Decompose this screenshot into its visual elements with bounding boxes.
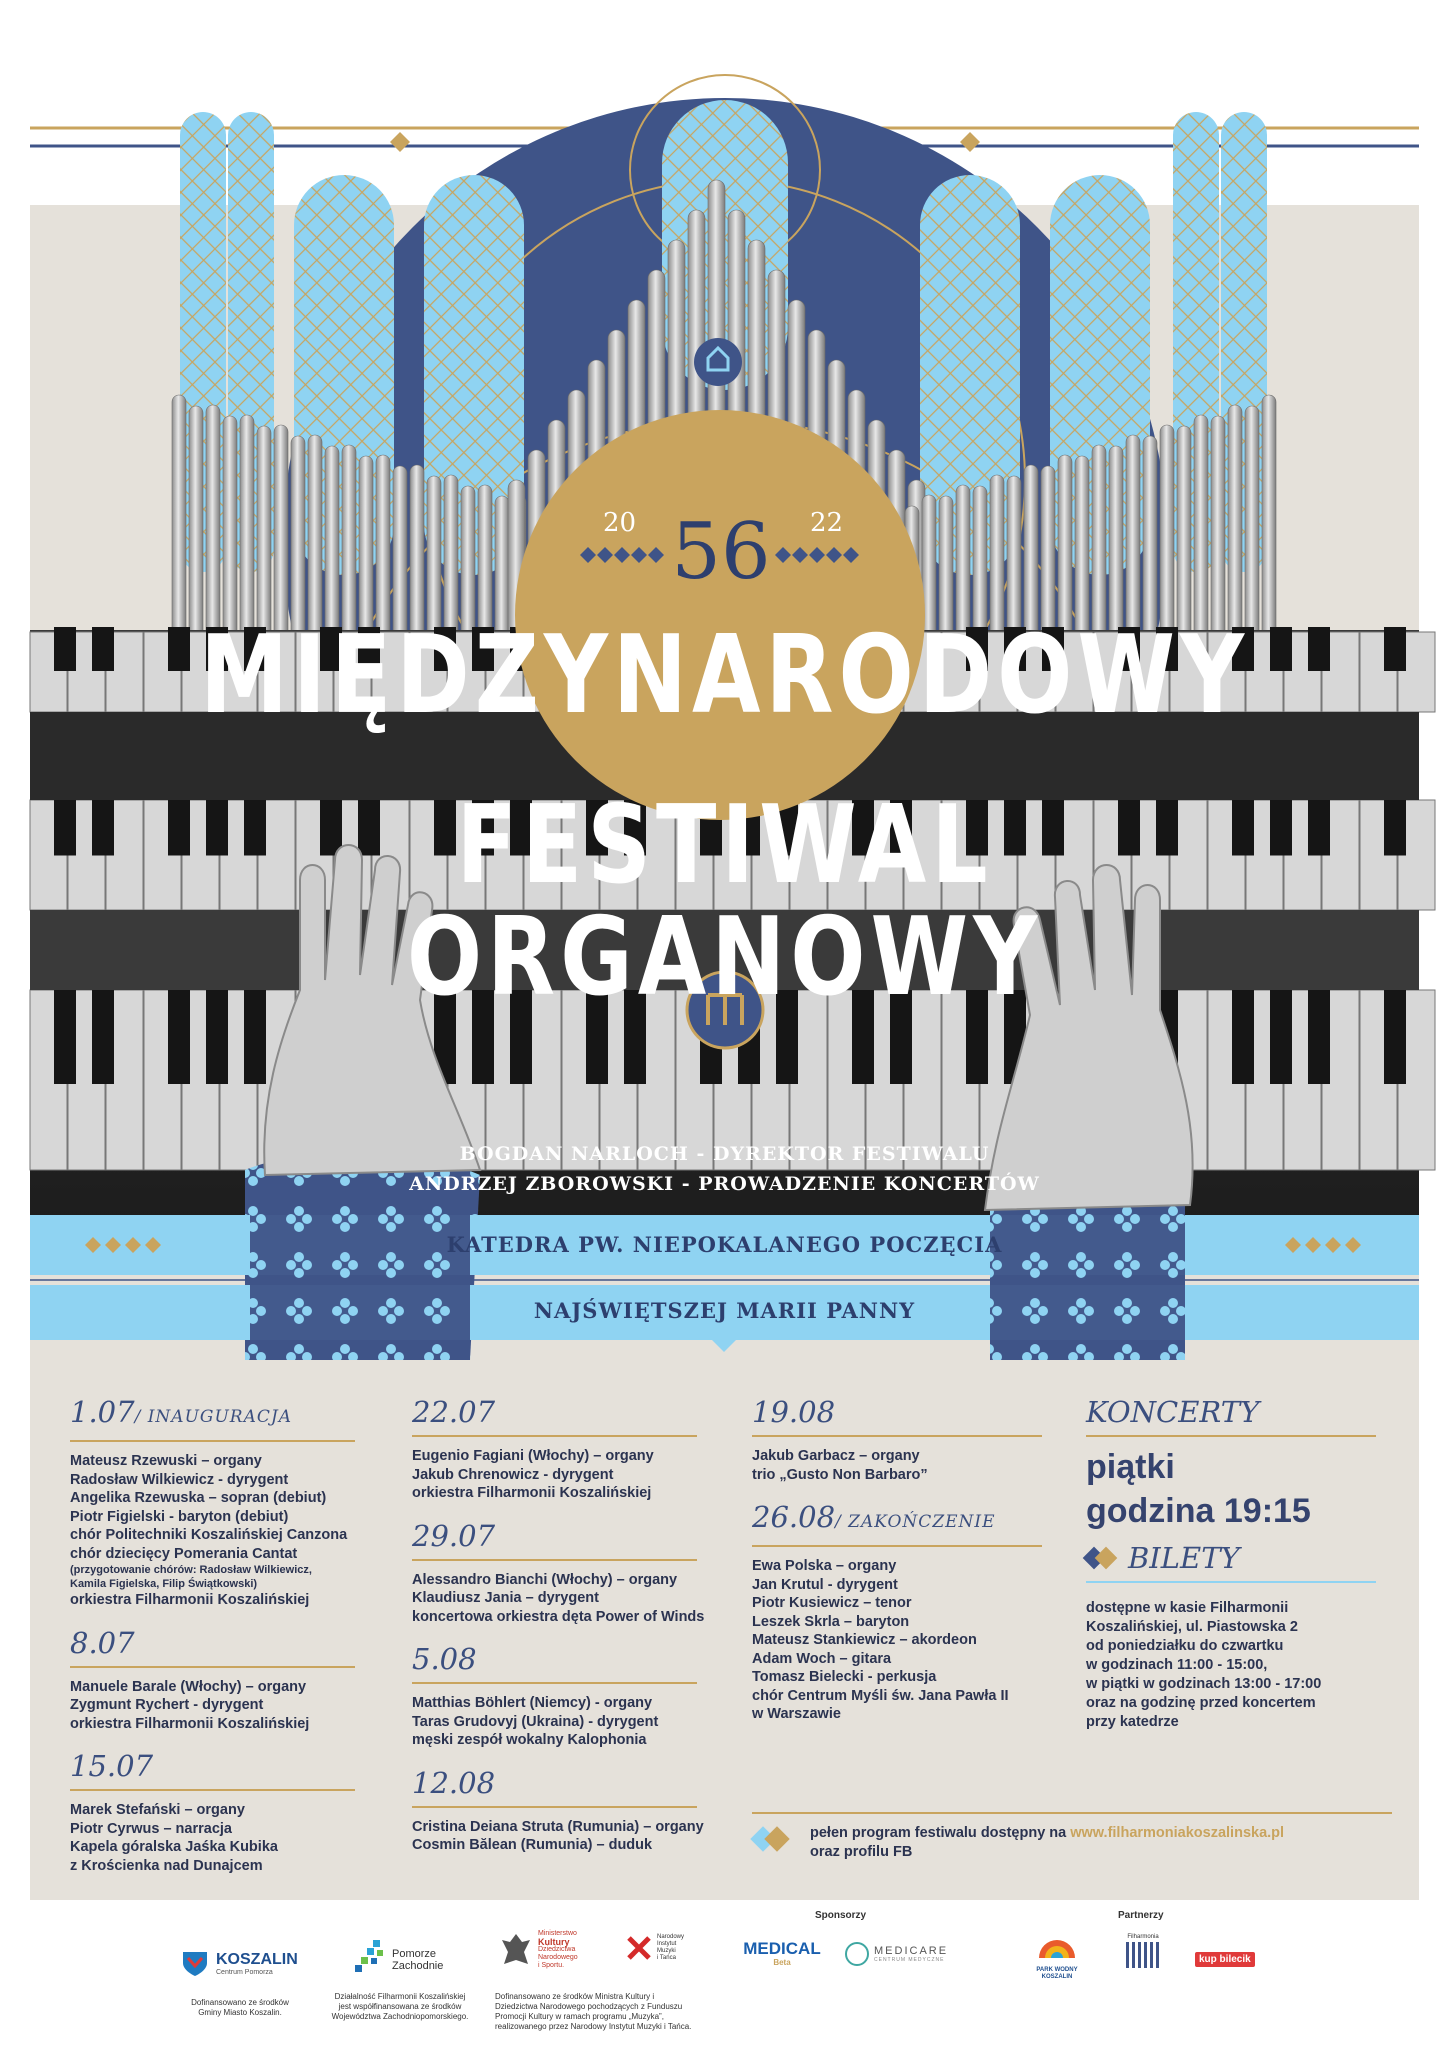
medicare-pulse-icon bbox=[845, 1942, 869, 1966]
concert-time: godzina 19:15 bbox=[1086, 1492, 1311, 1530]
performer-line: (przygotowanie chórów: Radosław Wilkiewicz, bbox=[70, 1564, 312, 1576]
ticket-info-line: przy katedrze bbox=[1086, 1714, 1179, 1730]
concert-date: 29.07 bbox=[412, 1519, 697, 1561]
performer-line: Jakub Garbacz – organy bbox=[752, 1448, 920, 1464]
concert-entry bbox=[70, 1749, 355, 1875]
polish-eagle-icon bbox=[500, 1930, 532, 1972]
concert-entry bbox=[70, 1626, 355, 1734]
performer-line: Taras Grudovyj (Ukraina) - dyrygent bbox=[412, 1713, 659, 1730]
concert-date: 12.08 bbox=[412, 1766, 697, 1808]
koszalin-shield-icon bbox=[180, 1948, 210, 1978]
park-wodny-logo: PARK WODNY KOSZALIN bbox=[1030, 1938, 1084, 1981]
medical-logo: MEDICAL Beta bbox=[743, 1939, 821, 1967]
pomorze-mosaic-icon bbox=[355, 1940, 389, 1972]
performer-line: Jan Krutul - dyrygent bbox=[752, 1576, 898, 1593]
title-line-2: FESTIWAL ORGANOWY bbox=[406, 783, 1043, 1020]
schedule-column-3 bbox=[752, 1395, 1042, 1740]
performer-line: z Krościenka nad Dunajcem bbox=[70, 1857, 263, 1874]
performer-line: orkiestra Filharmonii Koszalińskiej bbox=[70, 1715, 310, 1732]
performer-line: Kapela góralska Jaśka Kubika bbox=[70, 1839, 278, 1855]
venue-line-2: NAJŚWIĘTSZEJ MARII PANNY bbox=[533, 1298, 916, 1323]
ticket-info-line: w piątki w godzinach 13:00 - 17:00 bbox=[1086, 1676, 1322, 1692]
performer-line: Adam Woch – gitara bbox=[752, 1650, 892, 1667]
performer-line: chór dziecięcy Pomerania Cantat bbox=[70, 1545, 298, 1562]
program-note-fb: oraz profilu FB bbox=[810, 1844, 913, 1860]
ticket-diamond-icon bbox=[1086, 1546, 1118, 1570]
pomorze-note: Działalność Filharmonii Koszalińskiej jest współfinansowana ze środków Województwa Zachodniopomorskiego. bbox=[331, 1992, 469, 2021]
concert-entry bbox=[70, 1395, 355, 1610]
bilety-heading: BILETY bbox=[1128, 1541, 1240, 1575]
schedule-column-1 bbox=[70, 1395, 355, 1891]
concert-entry bbox=[752, 1395, 1042, 1484]
performer-line: Piotr Figielski - baryton (debiut) bbox=[70, 1508, 289, 1525]
pomorze-logo-text-2: Zachodnie bbox=[392, 1960, 444, 1972]
performer-line: Leszek Skrla – baryton bbox=[752, 1613, 910, 1630]
koszalin-logo bbox=[180, 1948, 298, 1978]
program-diamond-icon bbox=[752, 1824, 792, 1854]
title-line-1: MIĘDZYNARODOWY bbox=[199, 613, 1250, 738]
performer-line: Mateusz Rzewuski – organy bbox=[70, 1453, 262, 1469]
ticket-info-line: Koszalińskiej, ul. Piastowska 2 bbox=[1086, 1619, 1298, 1635]
ministry-note: Dofinansowano ze środków Ministra Kultury i Dziedzictwa Narodowego pochodzących z Funduszu Promocji Kultury w ramach programu „Muzyka”, realizowanego przez Narodowy Instytut Muzyki i Tańca. bbox=[495, 1992, 692, 2031]
performer-line: koncertowa orkiestra dęta Power of Winds bbox=[412, 1608, 705, 1625]
concert-date: 8.07 bbox=[70, 1626, 355, 1668]
ticket-info-line: w godzinach 11:00 - 15:00, bbox=[1086, 1657, 1268, 1673]
venue-line-1: KATEDRA PW. NIEPOKALANEGO POCZĘCIA bbox=[446, 1232, 1003, 1257]
concert-entry bbox=[752, 1500, 1042, 1724]
edition-number: 56 bbox=[671, 507, 771, 597]
concert-date: 26.08/ ZAKOŃCZENIE bbox=[752, 1500, 1042, 1547]
performer-line: chór Centrum Myśli św. Jana Pawła II bbox=[752, 1687, 1009, 1704]
koszalin-note: Dofinansowano ze środków Gminy Miasto Koszalin. bbox=[191, 1998, 289, 2017]
concert-date: 15.07 bbox=[70, 1749, 355, 1791]
pomorze-logo-text: Pomorze bbox=[392, 1948, 437, 1960]
performer-line: orkiestra Filharmonii Koszalińskiej bbox=[70, 1592, 310, 1608]
performer-line: Mateusz Stankiewicz – akordeon bbox=[752, 1632, 977, 1648]
performer-line: Eugenio Fagiani (Włochy) – organy bbox=[412, 1448, 654, 1464]
nimit-logo: Narodowy Instytut Muzyki i Tańca bbox=[625, 1934, 684, 1962]
ticket-info-line: oraz na godzinę przed koncertem bbox=[1086, 1695, 1316, 1711]
performer-line: Angelika Rzewuska – sopran (debiut) bbox=[70, 1490, 327, 1506]
ticket-info-line: od poniedziałku do czwartku bbox=[1086, 1638, 1284, 1654]
year-right: 22 bbox=[810, 508, 844, 538]
performer-line: Manuele Barale (Włochy) – organy bbox=[70, 1678, 307, 1695]
performer-line: chór Politechniki Koszalińskiej Canzona bbox=[70, 1527, 348, 1543]
performer-line: trio „Gusto Non Barbaro” bbox=[752, 1466, 928, 1483]
concert-entry bbox=[412, 1642, 697, 1750]
concert-date: 22.07 bbox=[412, 1395, 697, 1437]
performer-line: Kamila Figielska, Filip Świątkowski) bbox=[70, 1578, 258, 1590]
kupbilecik-logo: kup bilecik bbox=[1195, 1952, 1255, 1967]
pomorze-logo bbox=[355, 1940, 443, 1972]
year-left: 20 bbox=[603, 508, 637, 538]
concert-info bbox=[1086, 1395, 1376, 1732]
performer-line: orkiestra Filharmonii Koszalińskiej bbox=[412, 1485, 652, 1501]
performer-line: Marek Stefański – organy bbox=[70, 1802, 245, 1818]
program-note bbox=[752, 1812, 1392, 1862]
program-note-text: pełen program festiwalu dostępny na bbox=[810, 1825, 1067, 1841]
performer-line: męski zespół wokalny Kalophonia bbox=[412, 1732, 647, 1748]
concert-entry bbox=[412, 1518, 705, 1627]
medicare-logo: MEDICARE CENTRUM MEDYCZNE bbox=[845, 1942, 948, 1966]
filharmonia-logo: Filharmonia bbox=[1118, 1934, 1168, 1968]
schedule-column-2 bbox=[412, 1395, 705, 1871]
koszalin-logo-sub: Centrum Pomorza bbox=[216, 1968, 273, 1976]
program-url-link[interactable]: www.filharmoniakoszalinska.pl bbox=[1070, 1825, 1285, 1841]
performer-line: Zygmunt Rychert - dyrygent bbox=[70, 1697, 264, 1713]
performer-line: Cristina Deiana Struta (Rumunia) – organy bbox=[412, 1818, 704, 1835]
ministry-logo: Ministerstwo Kultury Dziedzictwa Narodowego i Sportu. bbox=[500, 1930, 578, 1972]
performer-line: Matthias Böhlert (Niemcy) - organy bbox=[412, 1695, 653, 1711]
ticket-info-line: dostępne w kasie Filharmonii bbox=[1086, 1600, 1289, 1616]
partners-heading: Partnerzy bbox=[1118, 1910, 1164, 1921]
performer-line: Ewa Polska – organy bbox=[752, 1558, 897, 1574]
performer-line: Radosław Wilkiewicz - dyrygent bbox=[70, 1471, 289, 1488]
performer-line: Klaudiusz Jania – dyrygent bbox=[412, 1590, 599, 1606]
sponsors-heading: Sponsorzy bbox=[815, 1910, 867, 1921]
bilety-row bbox=[1086, 1541, 1376, 1583]
performer-line: Jakub Chrenowicz - dyrygent bbox=[412, 1466, 614, 1483]
concert-entry bbox=[412, 1765, 704, 1855]
concert-date: 1.07/ INAUGURACJA bbox=[70, 1395, 355, 1442]
concert-date: 19.08 bbox=[752, 1395, 1042, 1437]
koszalin-logo-text: KOSZALIN bbox=[216, 1950, 298, 1968]
concert-entry bbox=[412, 1395, 697, 1503]
park-wodny-icon bbox=[1035, 1938, 1079, 1962]
director-credit: BOGDAN NARLOCH - DYREKTOR FESTIWALU bbox=[459, 1143, 990, 1165]
concert-date: 5.08 bbox=[412, 1642, 697, 1684]
performer-line: Cosmin Bălean (Rumunia) – duduk bbox=[412, 1837, 653, 1853]
performer-line: Tomasz Bielecki - perkusja bbox=[752, 1669, 937, 1685]
performer-line: w Warszawie bbox=[752, 1706, 841, 1722]
ticket-info bbox=[1086, 1599, 1376, 1732]
koncerty-heading: KONCERTY bbox=[1086, 1395, 1376, 1437]
footer bbox=[0, 1900, 1449, 2048]
concert-day: piątki bbox=[1086, 1448, 1175, 1486]
performer-line: Piotr Cyrwus – narracja bbox=[70, 1820, 232, 1837]
performer-line: Piotr Kusiewicz – tenor bbox=[752, 1595, 912, 1611]
host-credit: ANDRZEJ ZBOROWSKI - PROWADZENIE KONCERTÓW bbox=[409, 1173, 1040, 1195]
performer-line: Alessandro Bianchi (Włochy) – organy bbox=[412, 1571, 678, 1588]
nimit-x-icon bbox=[625, 1934, 653, 1962]
